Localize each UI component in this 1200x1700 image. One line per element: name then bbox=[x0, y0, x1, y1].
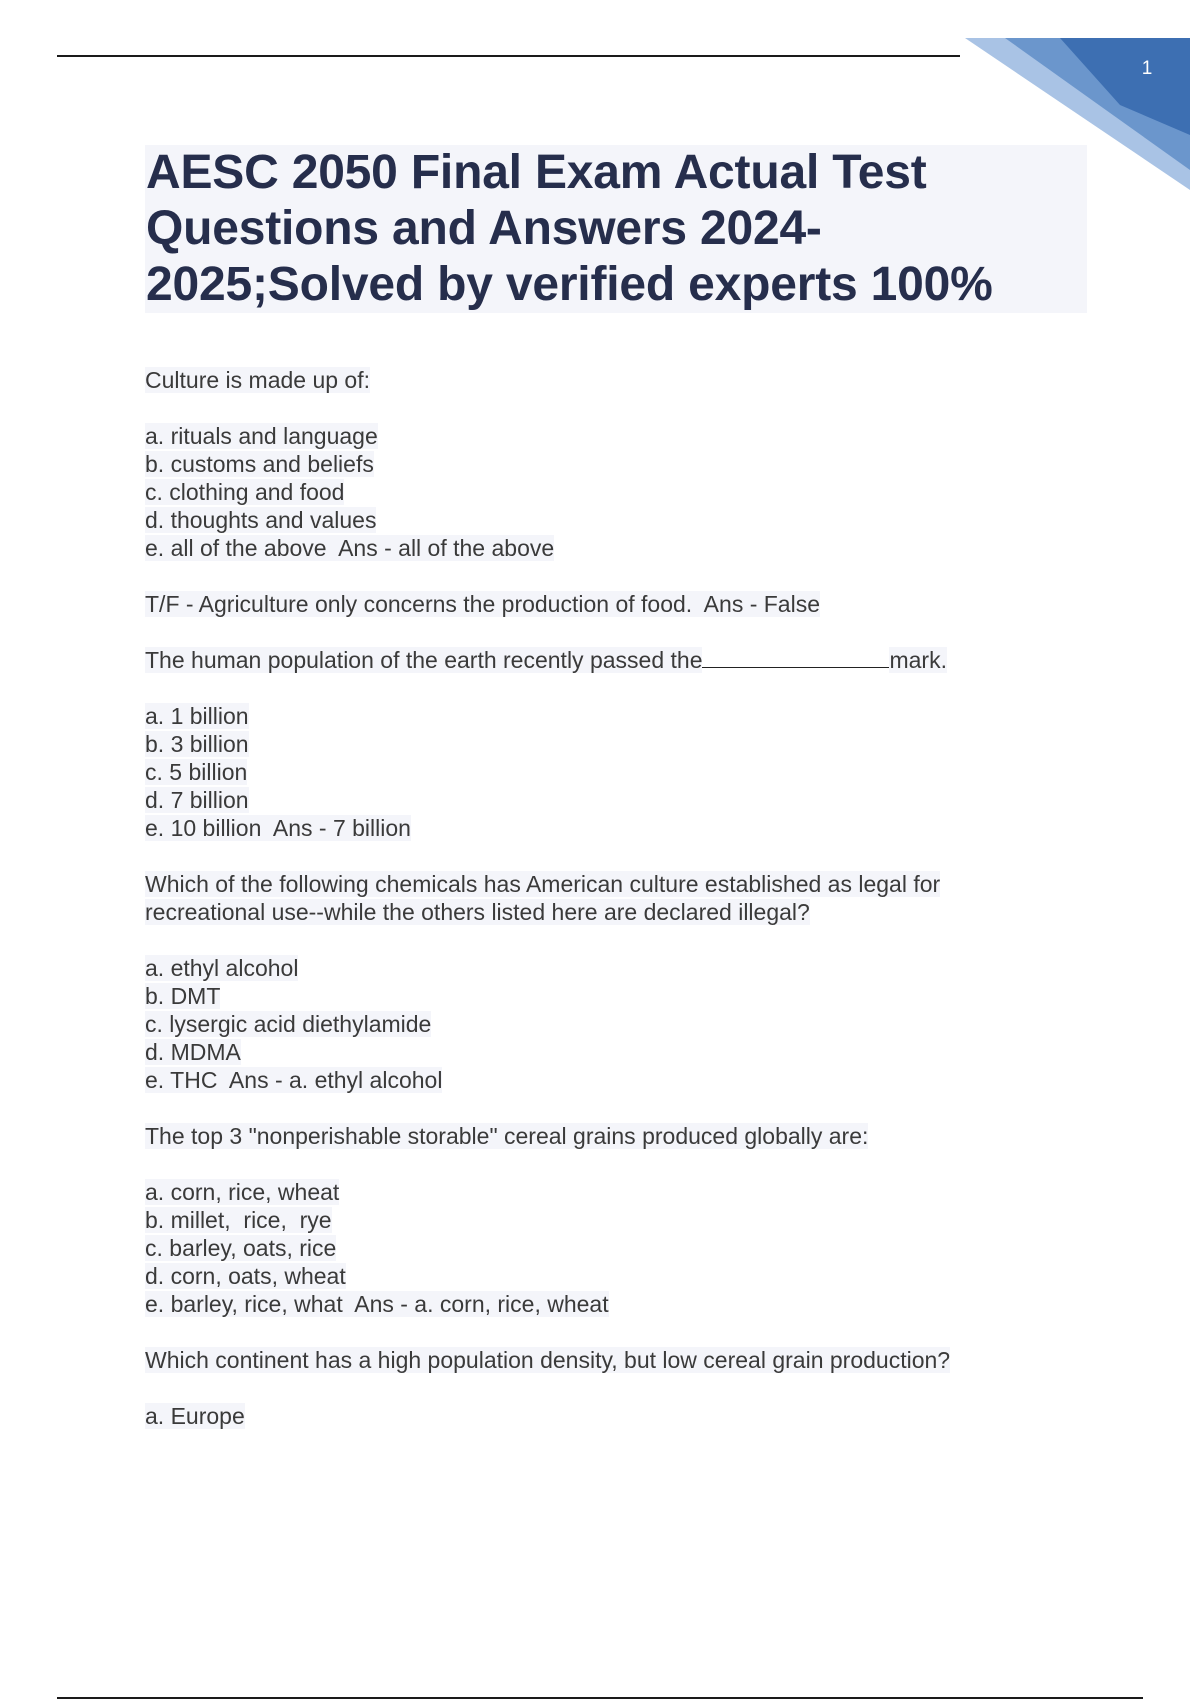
question-prompt: T/F - Agriculture only concerns the production of food. Ans - False bbox=[145, 591, 820, 617]
answer-option: e. all of the above Ans - all of the above bbox=[145, 535, 555, 561]
answer-option: d. corn, oats, wheat bbox=[145, 1263, 346, 1289]
fill-in-blank bbox=[702, 649, 889, 668]
question-block bbox=[145, 366, 1105, 562]
answer-option: b. 3 billion bbox=[145, 731, 249, 757]
answer-option: c. 5 billion bbox=[145, 759, 248, 785]
question-block bbox=[145, 646, 1105, 842]
question-list bbox=[145, 366, 1105, 1458]
question-prompt: Which of the following chemicals has American culture established as legal for bbox=[145, 871, 941, 897]
answer-option: c. lysergic acid diethylamide bbox=[145, 1011, 432, 1037]
answer-option: c. clothing and food bbox=[145, 479, 345, 505]
question-block bbox=[145, 1122, 1105, 1318]
answer-option: d. 7 billion bbox=[145, 787, 249, 813]
answer-option: c. barley, oats, rice bbox=[145, 1235, 337, 1261]
answer-option: e. THC Ans - a. ethyl alcohol bbox=[145, 1067, 443, 1093]
answer-option: a. rituals and language bbox=[145, 423, 378, 449]
question-prompt: The top 3 "nonperishable storable" cereal grains produced globally are: bbox=[145, 1123, 869, 1149]
title-block bbox=[145, 145, 1087, 313]
answer-option: a. corn, rice, wheat bbox=[145, 1179, 340, 1205]
answer-option: d. thoughts and values bbox=[145, 507, 377, 533]
question-prompt: Culture is made up of: bbox=[145, 367, 371, 393]
answer-option: a. Europe bbox=[145, 1403, 245, 1429]
question-prompt: Which continent has a high population density, but low cereal grain production? bbox=[145, 1347, 951, 1373]
answer-option: d. MDMA bbox=[145, 1039, 241, 1065]
title-line: AESC 2050 Final Exam Actual Test bbox=[146, 146, 927, 199]
answer-option: a. 1 billion bbox=[145, 703, 249, 729]
question-block bbox=[145, 870, 1105, 1094]
document-title bbox=[145, 145, 1087, 313]
answer-option: a. ethyl alcohol bbox=[145, 955, 299, 981]
answer-option: b. millet, rice, rye bbox=[145, 1207, 332, 1233]
answer-option: e. barley, rice, what Ans - a. corn, rice, wheat bbox=[145, 1291, 609, 1317]
question-prompt: The human population of the earth recently passed the mark. bbox=[145, 647, 947, 673]
title-line: 2025;Solved by verified experts 100% bbox=[146, 258, 993, 311]
question-block bbox=[145, 1346, 1105, 1430]
answer-option: b. customs and beliefs bbox=[145, 451, 374, 477]
title-line: Questions and Answers 2024- bbox=[146, 202, 822, 255]
page-number: 1 bbox=[1141, 58, 1153, 79]
question-prompt: recreational use--while the others listed here are declared illegal? bbox=[145, 899, 810, 925]
answer-option: e. 10 billion Ans - 7 billion bbox=[145, 815, 411, 841]
question-block bbox=[145, 590, 1105, 618]
answer-option: b. DMT bbox=[145, 983, 221, 1009]
footer-rule bbox=[57, 1697, 1143, 1699]
